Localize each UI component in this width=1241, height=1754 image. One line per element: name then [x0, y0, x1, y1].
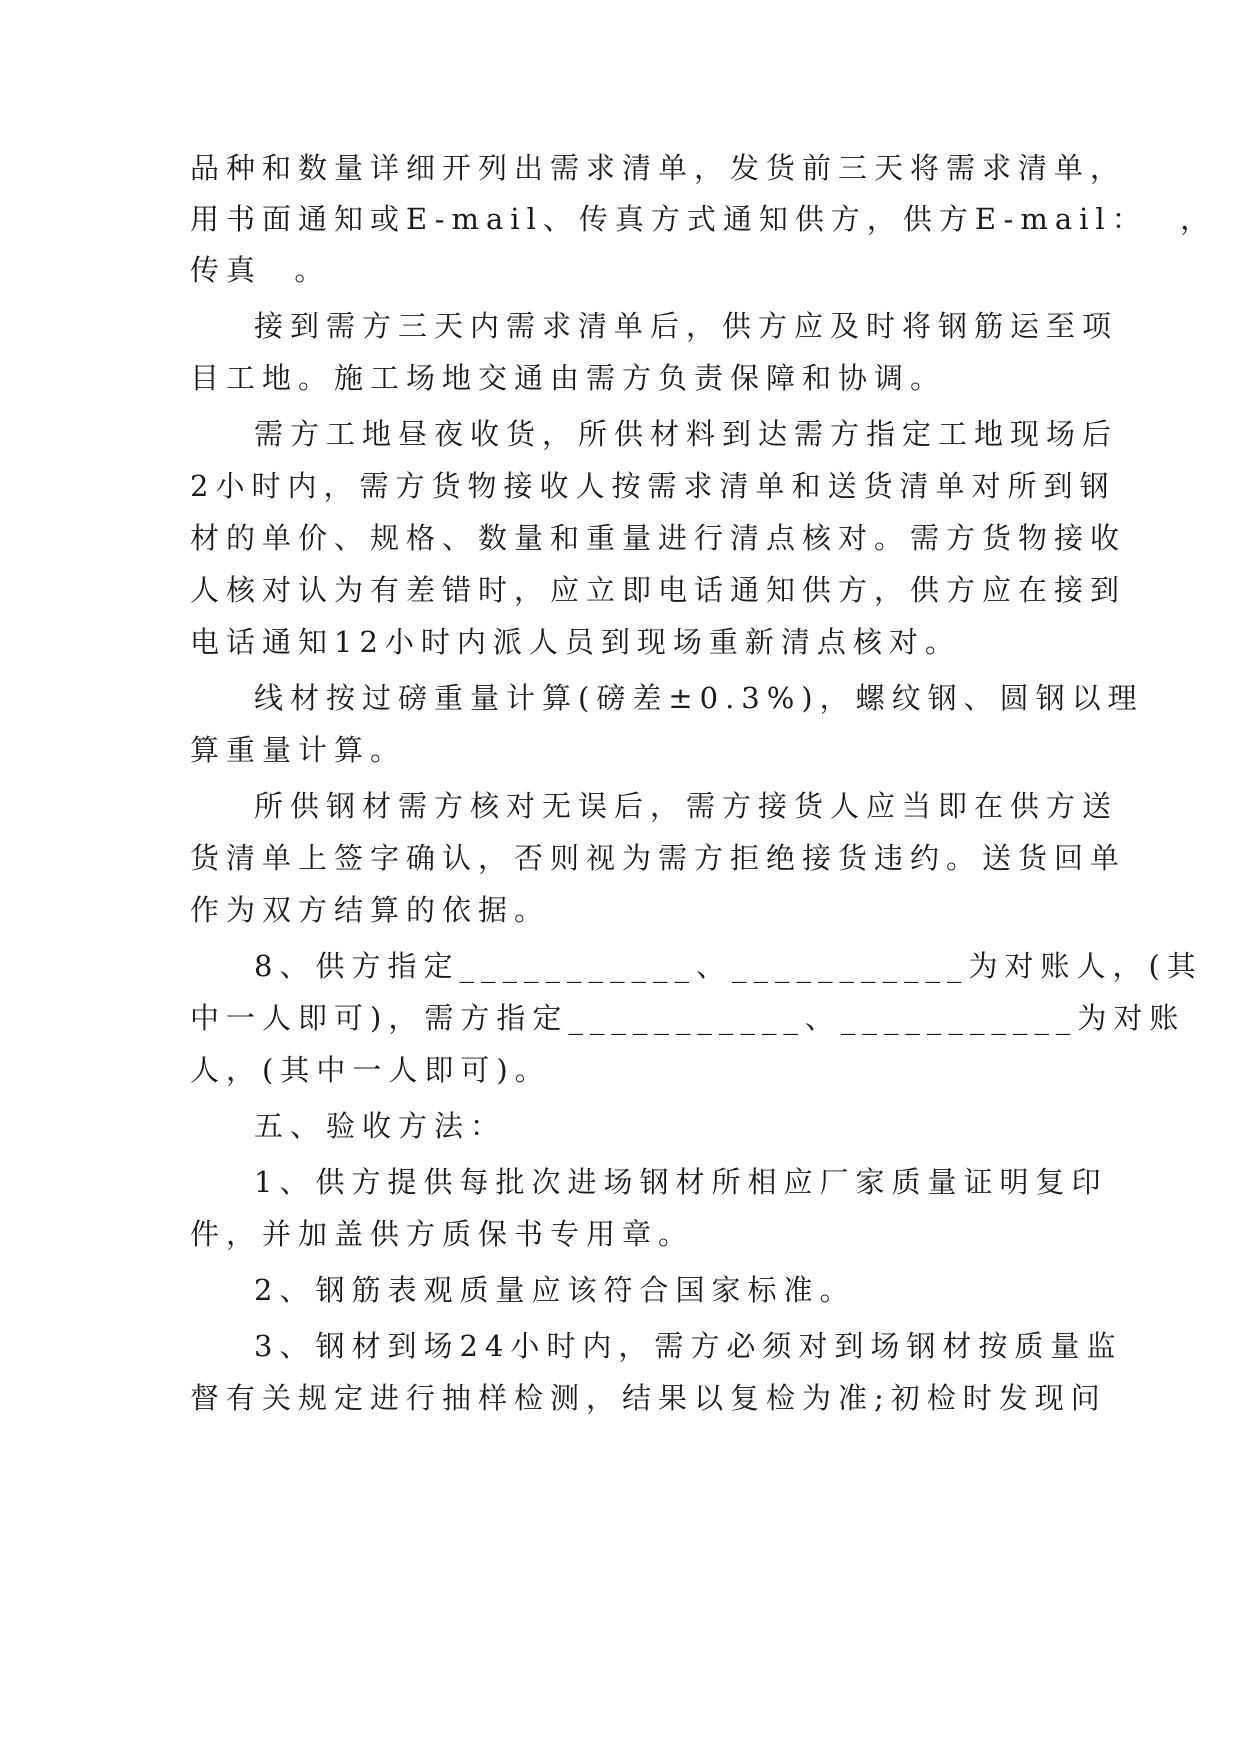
- text-line: 2、钢筋表观质量应该符合国家标准。: [254, 1273, 856, 1307]
- text-line: 人核对认为有差错时，应立即电话通知供方，供方应在接到: [190, 573, 1127, 607]
- text-line: 件，并加盖供方质保书专用章。: [190, 1217, 695, 1251]
- text-line: 1、供方提供每批次进场钢材所相应厂家质量证明复印: [254, 1165, 1108, 1199]
- text-line: 人，(其中一人即可)。: [190, 1053, 551, 1087]
- text-line: 2小时内，需方货物接收人按需求清单和送货清单对所到钢: [190, 469, 1116, 503]
- text-line: 督有关规定进行抽样检测，结果以复检为准;初检时发现问: [190, 1381, 1107, 1415]
- text-line: 用书面通知或E-mail、传真方式通知供方，供方E-mail： ，: [190, 202, 1217, 236]
- text-line: 目工地。施工场地交通由需方负责保障和协调。: [190, 361, 947, 395]
- section-heading: 五、验收方法：: [254, 1109, 507, 1143]
- text-line: 材的单价、规格、数量和重量进行清点核对。需方货物接收: [190, 521, 1127, 555]
- text-line: 传真 。: [190, 253, 331, 287]
- text-line: 作为双方结算的依据。: [190, 893, 551, 927]
- text-line: 品种和数量详细开列出需求清单，发货前三天将需求清单，: [190, 151, 1127, 185]
- text-line: 接到需方三天内需求清单后，供方应及时将钢筋运至项: [254, 309, 1119, 343]
- text-line: 3、钢材到场24小时内，需方必须对到场钢材按质量监: [254, 1329, 1123, 1363]
- text-line: 线材按过磅重量计算(磅差±0.3%)，螺纹钢、圆钢以理: [254, 681, 1144, 715]
- text-line: 算重量计算。: [190, 733, 407, 767]
- text-line: 8、供方指定___________、___________为对账人，(其: [254, 949, 1203, 983]
- text-line: 电话通知12小时内派人员到现场重新清点核对。: [190, 625, 961, 659]
- text-line: 中一人即可)，需方指定___________、___________为对账: [190, 1001, 1186, 1035]
- text-line: 所供钢材需方核对无误后，需方接货人应当即在供方送: [254, 789, 1119, 823]
- text-line: 货清单上签字确认，否则视为需方拒绝接货违约。送货回单: [190, 841, 1127, 875]
- text-line: 需方工地昼夜收货，所供材料到达需方指定工地现场后: [254, 417, 1119, 451]
